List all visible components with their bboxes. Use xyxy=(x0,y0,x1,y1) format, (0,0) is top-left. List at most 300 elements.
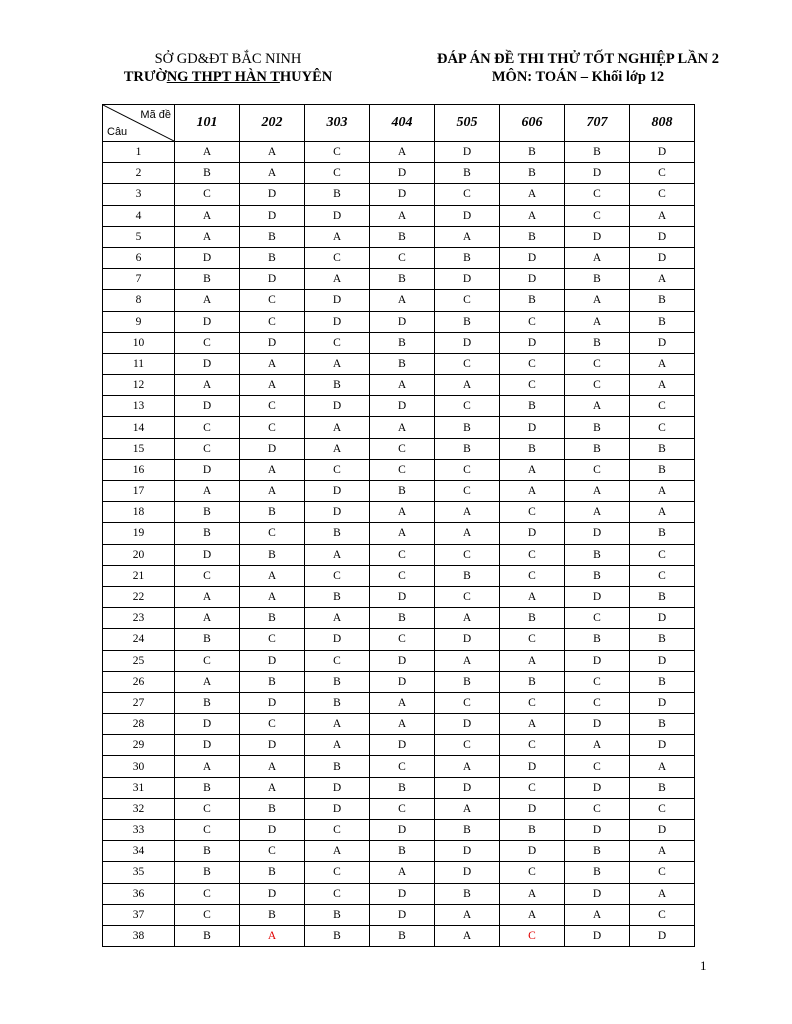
question-number: 14 xyxy=(103,417,175,438)
answer-cell: B xyxy=(435,311,500,332)
answer-cell: D xyxy=(370,883,435,904)
answer-cell: A xyxy=(240,586,305,607)
answer-cell: A xyxy=(240,565,305,586)
answer-cell: B xyxy=(370,777,435,798)
answer-cell: B xyxy=(630,777,695,798)
answer-cell: B xyxy=(305,756,370,777)
answer-cell: B xyxy=(565,862,630,883)
question-number: 4 xyxy=(103,205,175,226)
question-number: 2 xyxy=(103,163,175,184)
answer-cell: B xyxy=(305,671,370,692)
answer-cell: A xyxy=(565,247,630,268)
answer-cell: A xyxy=(175,586,240,607)
answer-cell: D xyxy=(240,820,305,841)
answer-cell: A xyxy=(630,375,695,396)
answer-cell: C xyxy=(305,142,370,163)
answer-cell: C xyxy=(630,565,695,586)
question-number: 23 xyxy=(103,608,175,629)
table-row xyxy=(103,353,695,374)
answer-cell: B xyxy=(175,163,240,184)
answer-cell: C xyxy=(500,565,565,586)
answer-cell: D xyxy=(305,629,370,650)
table-row xyxy=(103,798,695,819)
table-row xyxy=(103,820,695,841)
answer-cell: D xyxy=(435,205,500,226)
answer-cell: A xyxy=(500,714,565,735)
answer-cell: B xyxy=(240,247,305,268)
answer-cell: A xyxy=(175,142,240,163)
answer-cell: D xyxy=(175,544,240,565)
question-number: 12 xyxy=(103,375,175,396)
answer-cell: C xyxy=(175,820,240,841)
table-row xyxy=(103,396,695,417)
corner-header xyxy=(103,105,175,142)
answer-cell: A xyxy=(305,841,370,862)
answer-cell: D xyxy=(175,459,240,480)
answer-cell: D xyxy=(630,142,695,163)
answer-cell: A xyxy=(630,205,695,226)
answer-cell: D xyxy=(240,735,305,756)
answer-cell: C xyxy=(370,798,435,819)
answer-cell: A xyxy=(240,142,305,163)
answer-cell: C xyxy=(370,459,435,480)
exam-title: ĐÁP ÁN ĐỀ THI THỬ TỐT NGHIỆP LẦN 2 xyxy=(436,51,719,67)
answer-cell: A xyxy=(175,671,240,692)
table-row xyxy=(103,290,695,311)
exam-code-header: 606 xyxy=(500,105,565,142)
department-name: SỞ GD&ĐT BẮC NINH xyxy=(154,51,302,67)
table-row xyxy=(103,735,695,756)
question-number: 15 xyxy=(103,438,175,459)
answer-cell: C xyxy=(175,184,240,205)
question-number: 24 xyxy=(103,629,175,650)
exam-code-header: 505 xyxy=(435,105,500,142)
answer-cell: B xyxy=(240,671,305,692)
answer-cell: C xyxy=(305,163,370,184)
answer-cell: D xyxy=(370,311,435,332)
table-row xyxy=(103,629,695,650)
question-number: 37 xyxy=(103,904,175,925)
answer-cell: C xyxy=(500,777,565,798)
table-row xyxy=(103,883,695,904)
answer-cell: D xyxy=(565,820,630,841)
question-number: 9 xyxy=(103,311,175,332)
answer-cell: A xyxy=(565,904,630,925)
answer-cell: C xyxy=(630,396,695,417)
answer-cell: C xyxy=(630,904,695,925)
answer-cell: C xyxy=(500,544,565,565)
answer-cell: B xyxy=(175,841,240,862)
exam-code-header: 707 xyxy=(565,105,630,142)
answer-cell: D xyxy=(435,332,500,353)
answer-cell: C xyxy=(305,332,370,353)
answer-cell: D xyxy=(240,205,305,226)
answer-cell: A xyxy=(500,883,565,904)
answer-cell: C xyxy=(435,544,500,565)
answer-cell: C xyxy=(240,523,305,544)
answer-cell: D xyxy=(565,777,630,798)
table-row xyxy=(103,862,695,883)
exam-subject: MÔN: TOÁN – Khối lớp 12 xyxy=(491,69,665,85)
answer-cell: D xyxy=(370,184,435,205)
answer-cell: C xyxy=(565,798,630,819)
answer-cell: C xyxy=(565,671,630,692)
answer-cell: B xyxy=(240,904,305,925)
school-name: TRƯỜNG THPT HÀN THUYÊN xyxy=(123,69,333,85)
answer-cell: B xyxy=(240,502,305,523)
answer-cell: B xyxy=(630,586,695,607)
answer-rows xyxy=(103,142,695,947)
answer-cell: C xyxy=(630,184,695,205)
answer-cell: A xyxy=(240,375,305,396)
answer-cell: B xyxy=(175,629,240,650)
answer-cell: B xyxy=(435,820,500,841)
answer-cell: B xyxy=(370,841,435,862)
answer-cell: A xyxy=(435,502,500,523)
answer-cell: C xyxy=(435,396,500,417)
answer-cell: D xyxy=(435,862,500,883)
answer-cell: B xyxy=(240,608,305,629)
answer-cell: B xyxy=(630,523,695,544)
table-row xyxy=(103,417,695,438)
table-row xyxy=(103,841,695,862)
page-header xyxy=(0,50,792,92)
question-number: 31 xyxy=(103,777,175,798)
answer-cell: C xyxy=(305,883,370,904)
question-number: 25 xyxy=(103,650,175,671)
question-number: 19 xyxy=(103,523,175,544)
question-number: 30 xyxy=(103,756,175,777)
question-number: 17 xyxy=(103,481,175,502)
question-number: 10 xyxy=(103,332,175,353)
answer-cell: C xyxy=(305,459,370,480)
table-row xyxy=(103,608,695,629)
answer-cell: B xyxy=(630,629,695,650)
answer-cell: A xyxy=(370,714,435,735)
answer-cell: A xyxy=(370,205,435,226)
table-row xyxy=(103,565,695,586)
answer-cell: C xyxy=(565,375,630,396)
answer-cell: B xyxy=(370,925,435,946)
answer-cell: A xyxy=(500,481,565,502)
answer-cell: D xyxy=(305,290,370,311)
table-row xyxy=(103,142,695,163)
answer-cell: A xyxy=(630,353,695,374)
answer-cell: C xyxy=(565,459,630,480)
question-number: 8 xyxy=(103,290,175,311)
answer-cell: B xyxy=(175,523,240,544)
answer-cell: A xyxy=(565,502,630,523)
answer-cell: A xyxy=(305,417,370,438)
answer-cell: B xyxy=(565,565,630,586)
answer-cell: C xyxy=(370,247,435,268)
answer-cell: A xyxy=(305,269,370,290)
answer-cell: D xyxy=(630,692,695,713)
question-number: 20 xyxy=(103,544,175,565)
answer-cell: C xyxy=(500,311,565,332)
answer-cell: A xyxy=(175,290,240,311)
answer-cell: C xyxy=(370,565,435,586)
answer-cell: C xyxy=(435,290,500,311)
answer-cell: B xyxy=(500,396,565,417)
answer-cell: A xyxy=(500,650,565,671)
answer-cell: D xyxy=(240,692,305,713)
answer-cell: A xyxy=(240,163,305,184)
answer-cell: A xyxy=(240,756,305,777)
answer-cell: A xyxy=(240,925,305,946)
question-number: 7 xyxy=(103,269,175,290)
answer-cell: B xyxy=(435,247,500,268)
answer-cell: B xyxy=(435,565,500,586)
answer-cell: C xyxy=(305,247,370,268)
answer-cell: C xyxy=(565,756,630,777)
answer-cell: C xyxy=(435,184,500,205)
answer-cell: D xyxy=(630,332,695,353)
answer-cell: A xyxy=(305,714,370,735)
answer-cell: B xyxy=(175,269,240,290)
answer-cell: D xyxy=(305,481,370,502)
answer-cell: A xyxy=(370,142,435,163)
answer-cell: B xyxy=(500,142,565,163)
answer-cell: D xyxy=(630,247,695,268)
answer-cell: C xyxy=(435,353,500,374)
answer-cell: D xyxy=(565,883,630,904)
answer-cell: D xyxy=(370,820,435,841)
answer-cell: D xyxy=(500,247,565,268)
question-number: 33 xyxy=(103,820,175,841)
answer-cell: B xyxy=(630,714,695,735)
answer-cell: B xyxy=(630,671,695,692)
answer-cell: A xyxy=(435,925,500,946)
answer-cell: B xyxy=(175,502,240,523)
exam-code-header: 404 xyxy=(370,105,435,142)
table-row xyxy=(103,205,695,226)
answer-cell: C xyxy=(240,311,305,332)
table-row xyxy=(103,925,695,946)
answer-cell: D xyxy=(175,353,240,374)
answer-cell: D xyxy=(630,735,695,756)
answer-cell: A xyxy=(175,205,240,226)
table-row xyxy=(103,163,695,184)
answer-cell: D xyxy=(435,777,500,798)
table-row xyxy=(103,184,695,205)
answer-cell: D xyxy=(305,502,370,523)
answer-cell: A xyxy=(565,290,630,311)
answer-cell: B xyxy=(305,925,370,946)
answer-cell: D xyxy=(565,226,630,247)
answer-cell: A xyxy=(175,226,240,247)
answer-cell: A xyxy=(500,586,565,607)
answer-cell: D xyxy=(630,608,695,629)
answer-cell: A xyxy=(565,311,630,332)
answer-cell: C xyxy=(370,756,435,777)
exam-title-block xyxy=(418,50,738,86)
answer-cell: A xyxy=(435,650,500,671)
answer-cell: D xyxy=(305,311,370,332)
answer-cell: D xyxy=(565,925,630,946)
question-number: 1 xyxy=(103,142,175,163)
answer-cell: B xyxy=(240,544,305,565)
answer-cell: A xyxy=(630,756,695,777)
answer-cell: A xyxy=(370,692,435,713)
answer-cell: B xyxy=(175,925,240,946)
table-row xyxy=(103,756,695,777)
answer-cell: D xyxy=(565,523,630,544)
answer-cell: A xyxy=(175,608,240,629)
table-row xyxy=(103,459,695,480)
answer-cell: D xyxy=(435,629,500,650)
answer-cell: C xyxy=(435,735,500,756)
answer-cell: A xyxy=(240,459,305,480)
answer-cell: C xyxy=(305,862,370,883)
answer-cell: A xyxy=(435,375,500,396)
answer-cell: B xyxy=(370,226,435,247)
answer-cell: A xyxy=(305,353,370,374)
answer-cell: A xyxy=(175,375,240,396)
answer-cell: C xyxy=(175,332,240,353)
answer-cell: C xyxy=(500,735,565,756)
question-number: 18 xyxy=(103,502,175,523)
answer-cell: B xyxy=(565,332,630,353)
table-row xyxy=(103,777,695,798)
table-row xyxy=(103,650,695,671)
question-number: 13 xyxy=(103,396,175,417)
answer-cell: C xyxy=(435,586,500,607)
answer-cell: B xyxy=(175,692,240,713)
answer-cell: C xyxy=(240,396,305,417)
answer-cell: D xyxy=(175,735,240,756)
answer-cell: C xyxy=(500,502,565,523)
answer-cell: D xyxy=(370,904,435,925)
answer-cell: A xyxy=(370,417,435,438)
answer-cell: A xyxy=(435,798,500,819)
answer-cell: D xyxy=(435,142,500,163)
question-number: 38 xyxy=(103,925,175,946)
answer-cell: C xyxy=(500,925,565,946)
answer-cell: C xyxy=(500,862,565,883)
answer-cell: B xyxy=(370,608,435,629)
answer-cell: C xyxy=(500,353,565,374)
answer-cell: A xyxy=(435,523,500,544)
answer-cell: D xyxy=(305,777,370,798)
answer-cell: D xyxy=(305,798,370,819)
answer-cell: C xyxy=(175,883,240,904)
answer-cell: B xyxy=(370,332,435,353)
answer-cell: D xyxy=(305,205,370,226)
answer-cell: A xyxy=(630,269,695,290)
answer-cell: C xyxy=(305,820,370,841)
answer-cell: D xyxy=(565,586,630,607)
answer-cell: D xyxy=(175,311,240,332)
answer-cell: A xyxy=(565,396,630,417)
table-row xyxy=(103,904,695,925)
answer-cell: A xyxy=(630,883,695,904)
question-number: 32 xyxy=(103,798,175,819)
answer-cell: A xyxy=(175,756,240,777)
answer-cell: D xyxy=(565,163,630,184)
answer-cell: A xyxy=(435,226,500,247)
table-row xyxy=(103,332,695,353)
answer-cell: C xyxy=(240,290,305,311)
answer-cell: C xyxy=(435,481,500,502)
answer-cell: D xyxy=(500,523,565,544)
answer-cell: A xyxy=(240,481,305,502)
answer-cell: B xyxy=(435,671,500,692)
answer-cell: D xyxy=(500,756,565,777)
answer-cell: B xyxy=(565,269,630,290)
answer-cell: D xyxy=(565,714,630,735)
answer-cell: C xyxy=(565,692,630,713)
answer-cell: D xyxy=(500,841,565,862)
answer-cell: C xyxy=(500,629,565,650)
answer-cell: A xyxy=(500,459,565,480)
answer-cell: C xyxy=(500,692,565,713)
answer-cell: D xyxy=(240,650,305,671)
answer-cell: C xyxy=(630,544,695,565)
table-row xyxy=(103,671,695,692)
answer-cell: B xyxy=(175,862,240,883)
table-row xyxy=(103,714,695,735)
answer-cell: B xyxy=(240,862,305,883)
answer-cell: C xyxy=(370,544,435,565)
answer-cell: D xyxy=(435,714,500,735)
answer-cell: D xyxy=(305,396,370,417)
question-number: 3 xyxy=(103,184,175,205)
school-block xyxy=(108,50,348,86)
page-number: 1 xyxy=(700,958,707,973)
question-number: 5 xyxy=(103,226,175,247)
table-row xyxy=(103,586,695,607)
question-number: 11 xyxy=(103,353,175,374)
answer-cell: B xyxy=(305,523,370,544)
answer-cell: A xyxy=(435,756,500,777)
exam-code-header: 101 xyxy=(175,105,240,142)
answer-cell: C xyxy=(630,862,695,883)
answer-cell: D xyxy=(370,586,435,607)
answer-cell: B xyxy=(305,375,370,396)
answer-cell: C xyxy=(175,565,240,586)
answer-cell: B xyxy=(500,820,565,841)
table-row xyxy=(103,375,695,396)
answer-cell: A xyxy=(500,904,565,925)
answer-cell: B xyxy=(500,608,565,629)
answer-cell: B xyxy=(630,290,695,311)
question-label: Câu xyxy=(107,126,128,138)
answer-cell: B xyxy=(305,184,370,205)
answer-cell: B xyxy=(435,163,500,184)
answer-cell: B xyxy=(240,798,305,819)
question-number: 27 xyxy=(103,692,175,713)
answer-cell: D xyxy=(500,269,565,290)
answer-cell: B xyxy=(240,226,305,247)
answer-cell: D xyxy=(240,438,305,459)
question-number: 28 xyxy=(103,714,175,735)
question-number: 26 xyxy=(103,671,175,692)
answer-cell: B xyxy=(565,544,630,565)
answer-cell: A xyxy=(305,608,370,629)
answer-cell: B xyxy=(565,142,630,163)
answer-cell: A xyxy=(240,777,305,798)
answer-cell: A xyxy=(630,502,695,523)
answer-cell: B xyxy=(500,671,565,692)
answer-cell: B xyxy=(500,226,565,247)
exam-code-header: 808 xyxy=(630,105,695,142)
answer-cell: D xyxy=(240,883,305,904)
answer-cell: B xyxy=(305,904,370,925)
answer-cell: B xyxy=(175,777,240,798)
answer-cell: A xyxy=(370,862,435,883)
answer-cell: D xyxy=(435,841,500,862)
